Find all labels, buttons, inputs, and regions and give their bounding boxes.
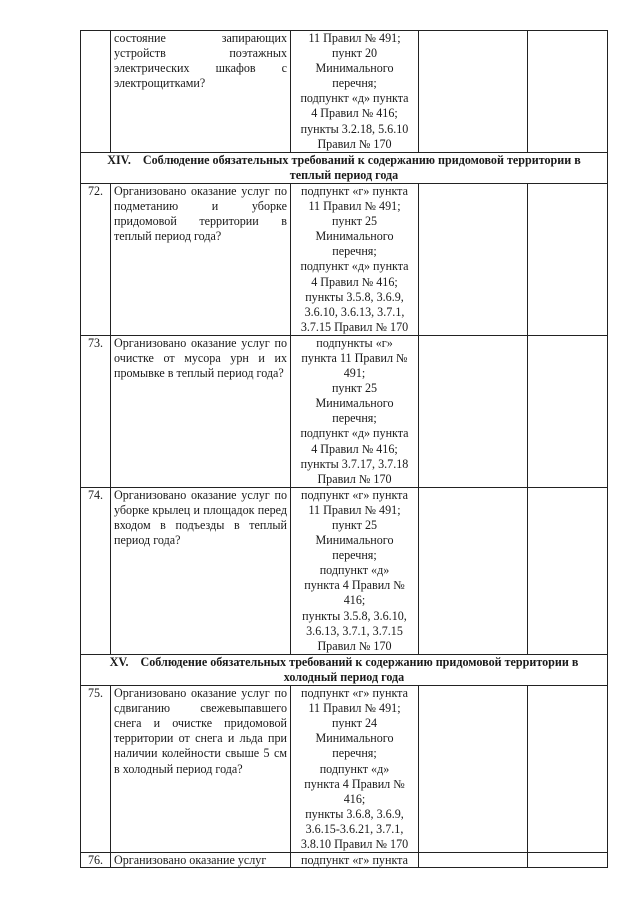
table-row xyxy=(81,853,608,868)
note-cell xyxy=(528,487,608,654)
reference-line: пункты 3.2.18, 5.6.10 xyxy=(300,121,409,136)
reference-line: пункт 25 xyxy=(331,381,378,396)
reference-cell xyxy=(291,183,419,335)
row-number: 73. xyxy=(81,335,111,487)
reference-line: пункт 20 xyxy=(331,46,378,61)
section-header-row xyxy=(81,152,608,183)
reference-line: подпункт «г» пункта xyxy=(301,183,408,198)
question-cell: Организовано оказание услуг по очистке от мусора урн и их промывке в теплый период года? xyxy=(111,335,291,487)
reference-line: подпункт «г» пункта xyxy=(301,686,408,701)
reference-line: пункт 25 xyxy=(331,518,378,532)
reference-line: 11 Правил № 491; xyxy=(308,31,401,45)
reference-line: перечня; xyxy=(332,244,377,259)
note-cell xyxy=(528,853,608,868)
note-cell xyxy=(528,335,608,487)
reference-line: 3.8.10 Правил № 170 xyxy=(300,836,409,851)
question-cell: Организовано оказание услуг по уборке крылец и площадок перед входом в подъезды в теплый период года? xyxy=(111,487,291,654)
answer-cell xyxy=(419,686,528,853)
note-cell xyxy=(528,183,608,335)
table-row xyxy=(81,335,608,487)
reference-line: 3.6.13, 3.7.1, 3.7.15 xyxy=(306,623,403,638)
section-title: Соблюдение обязательных требований к содержанию придомовой территории в теплый период года xyxy=(142,152,581,182)
reference-line: подпункт «д» xyxy=(319,563,390,578)
answer-cell xyxy=(419,31,528,153)
answer-cell xyxy=(419,487,528,654)
reference-cell xyxy=(291,853,419,868)
table-row xyxy=(81,686,608,853)
reference-line: подпункт «д» пункта xyxy=(300,259,409,274)
reference-line: Минимального xyxy=(315,229,394,244)
reference-line: пункты 3.7.17, 3.7.18 xyxy=(300,456,409,471)
answer-cell xyxy=(419,183,528,335)
reference-line: пункты 3.5.8, 3.6.9, xyxy=(305,289,404,304)
row-number: 75. xyxy=(81,686,111,853)
question-cell: Организовано оказание услуг по подметанию и уборке придомовой территории в теплый период года? xyxy=(111,183,291,335)
reference-line: подпункты «г» xyxy=(316,335,393,350)
reference-line: пункты 3.5.8, 3.6.10, xyxy=(302,608,407,623)
reference-line: Минимального xyxy=(315,731,394,746)
row-number: 74. xyxy=(81,487,111,654)
reference-line: перечня; xyxy=(332,746,377,761)
reference-cell xyxy=(291,487,419,654)
reference-line: пункта 4 Правил № xyxy=(304,578,405,593)
question-cell: состояние запирающих устройств поэтажных электрических шкафов с электрощитками? xyxy=(111,31,291,153)
answer-cell xyxy=(419,853,528,868)
reference-line: пункта 4 Правил № xyxy=(304,776,405,791)
reference-line: Минимального xyxy=(315,61,394,76)
reference-line: 4 Правил № 416; xyxy=(311,441,398,456)
reference-line: 3.7.15 Правил № 170 xyxy=(300,319,409,334)
section-header xyxy=(81,152,608,183)
reference-line: 11 Правил № 491; xyxy=(308,701,401,716)
answer-cell xyxy=(419,335,528,487)
question-cell: Организовано оказание услуг xyxy=(111,853,291,868)
reference-line: 3.6.15-3.6.21, 3.7.1, xyxy=(305,821,404,836)
question-cell: Организовано оказание услуг по сдвиганию свежевыпавшего снега и очистке придомовой территории от снега и льда при наличии колейности свыше 5 см в холодный период года? xyxy=(111,686,291,853)
reference-line: 11 Правил № 491; xyxy=(308,502,401,517)
section-number: XIV. xyxy=(107,152,131,167)
table-row xyxy=(81,183,608,335)
reference-cell xyxy=(291,31,419,153)
reference-line: подпункт «г» пункта xyxy=(301,853,408,868)
reference-line: Правил № 170 xyxy=(317,638,392,653)
reference-line: подпункт «г» пункта xyxy=(301,487,408,502)
reference-line: подпункт «д» пункта xyxy=(300,426,409,441)
reference-cell xyxy=(291,686,419,853)
reference-line: 4 Правил № 416; xyxy=(311,274,398,289)
section-number: XV. xyxy=(109,654,129,669)
row-number: 72. xyxy=(81,183,111,335)
reference-line: перечня; xyxy=(332,411,377,426)
reference-cell xyxy=(291,335,419,487)
reference-line: подпункт «д» xyxy=(319,761,390,776)
section-title: Соблюдение обязательных требований к содержанию придомовой территории в холодный период года xyxy=(140,654,579,684)
reference-line: пункта 11 Правил № xyxy=(301,350,408,365)
reference-line: 416; xyxy=(343,593,366,608)
reference-line: 491; xyxy=(343,366,366,381)
section-header xyxy=(81,654,608,685)
reference-line: пункт 24 xyxy=(331,716,378,731)
reference-line: Правил № 170 xyxy=(317,471,392,486)
reference-line: перечня; xyxy=(332,548,377,563)
note-cell xyxy=(528,31,608,153)
checklist-table xyxy=(80,30,608,868)
reference-line: 416; xyxy=(343,791,366,806)
reference-line: 11 Правил № 491; xyxy=(308,199,401,214)
section-header-row xyxy=(81,654,608,685)
reference-line: Минимального xyxy=(315,396,394,411)
row-number: 76. xyxy=(81,853,111,868)
reference-line: пункты 3.6.8, 3.6.9, xyxy=(305,806,404,821)
table-row xyxy=(81,487,608,654)
reference-line: подпункт «д» пункта xyxy=(300,91,409,106)
reference-line: Минимального xyxy=(315,533,394,548)
reference-line: перечня; xyxy=(332,76,377,91)
row-number xyxy=(81,31,111,153)
reference-line: 4 Правил № 416; xyxy=(311,106,398,121)
note-cell xyxy=(528,686,608,853)
table-row xyxy=(81,31,608,153)
reference-line: Правил № 170 xyxy=(317,136,392,151)
reference-line: 3.6.10, 3.6.13, 3.7.1, xyxy=(304,304,405,319)
reference-line: пункт 25 xyxy=(331,214,378,229)
